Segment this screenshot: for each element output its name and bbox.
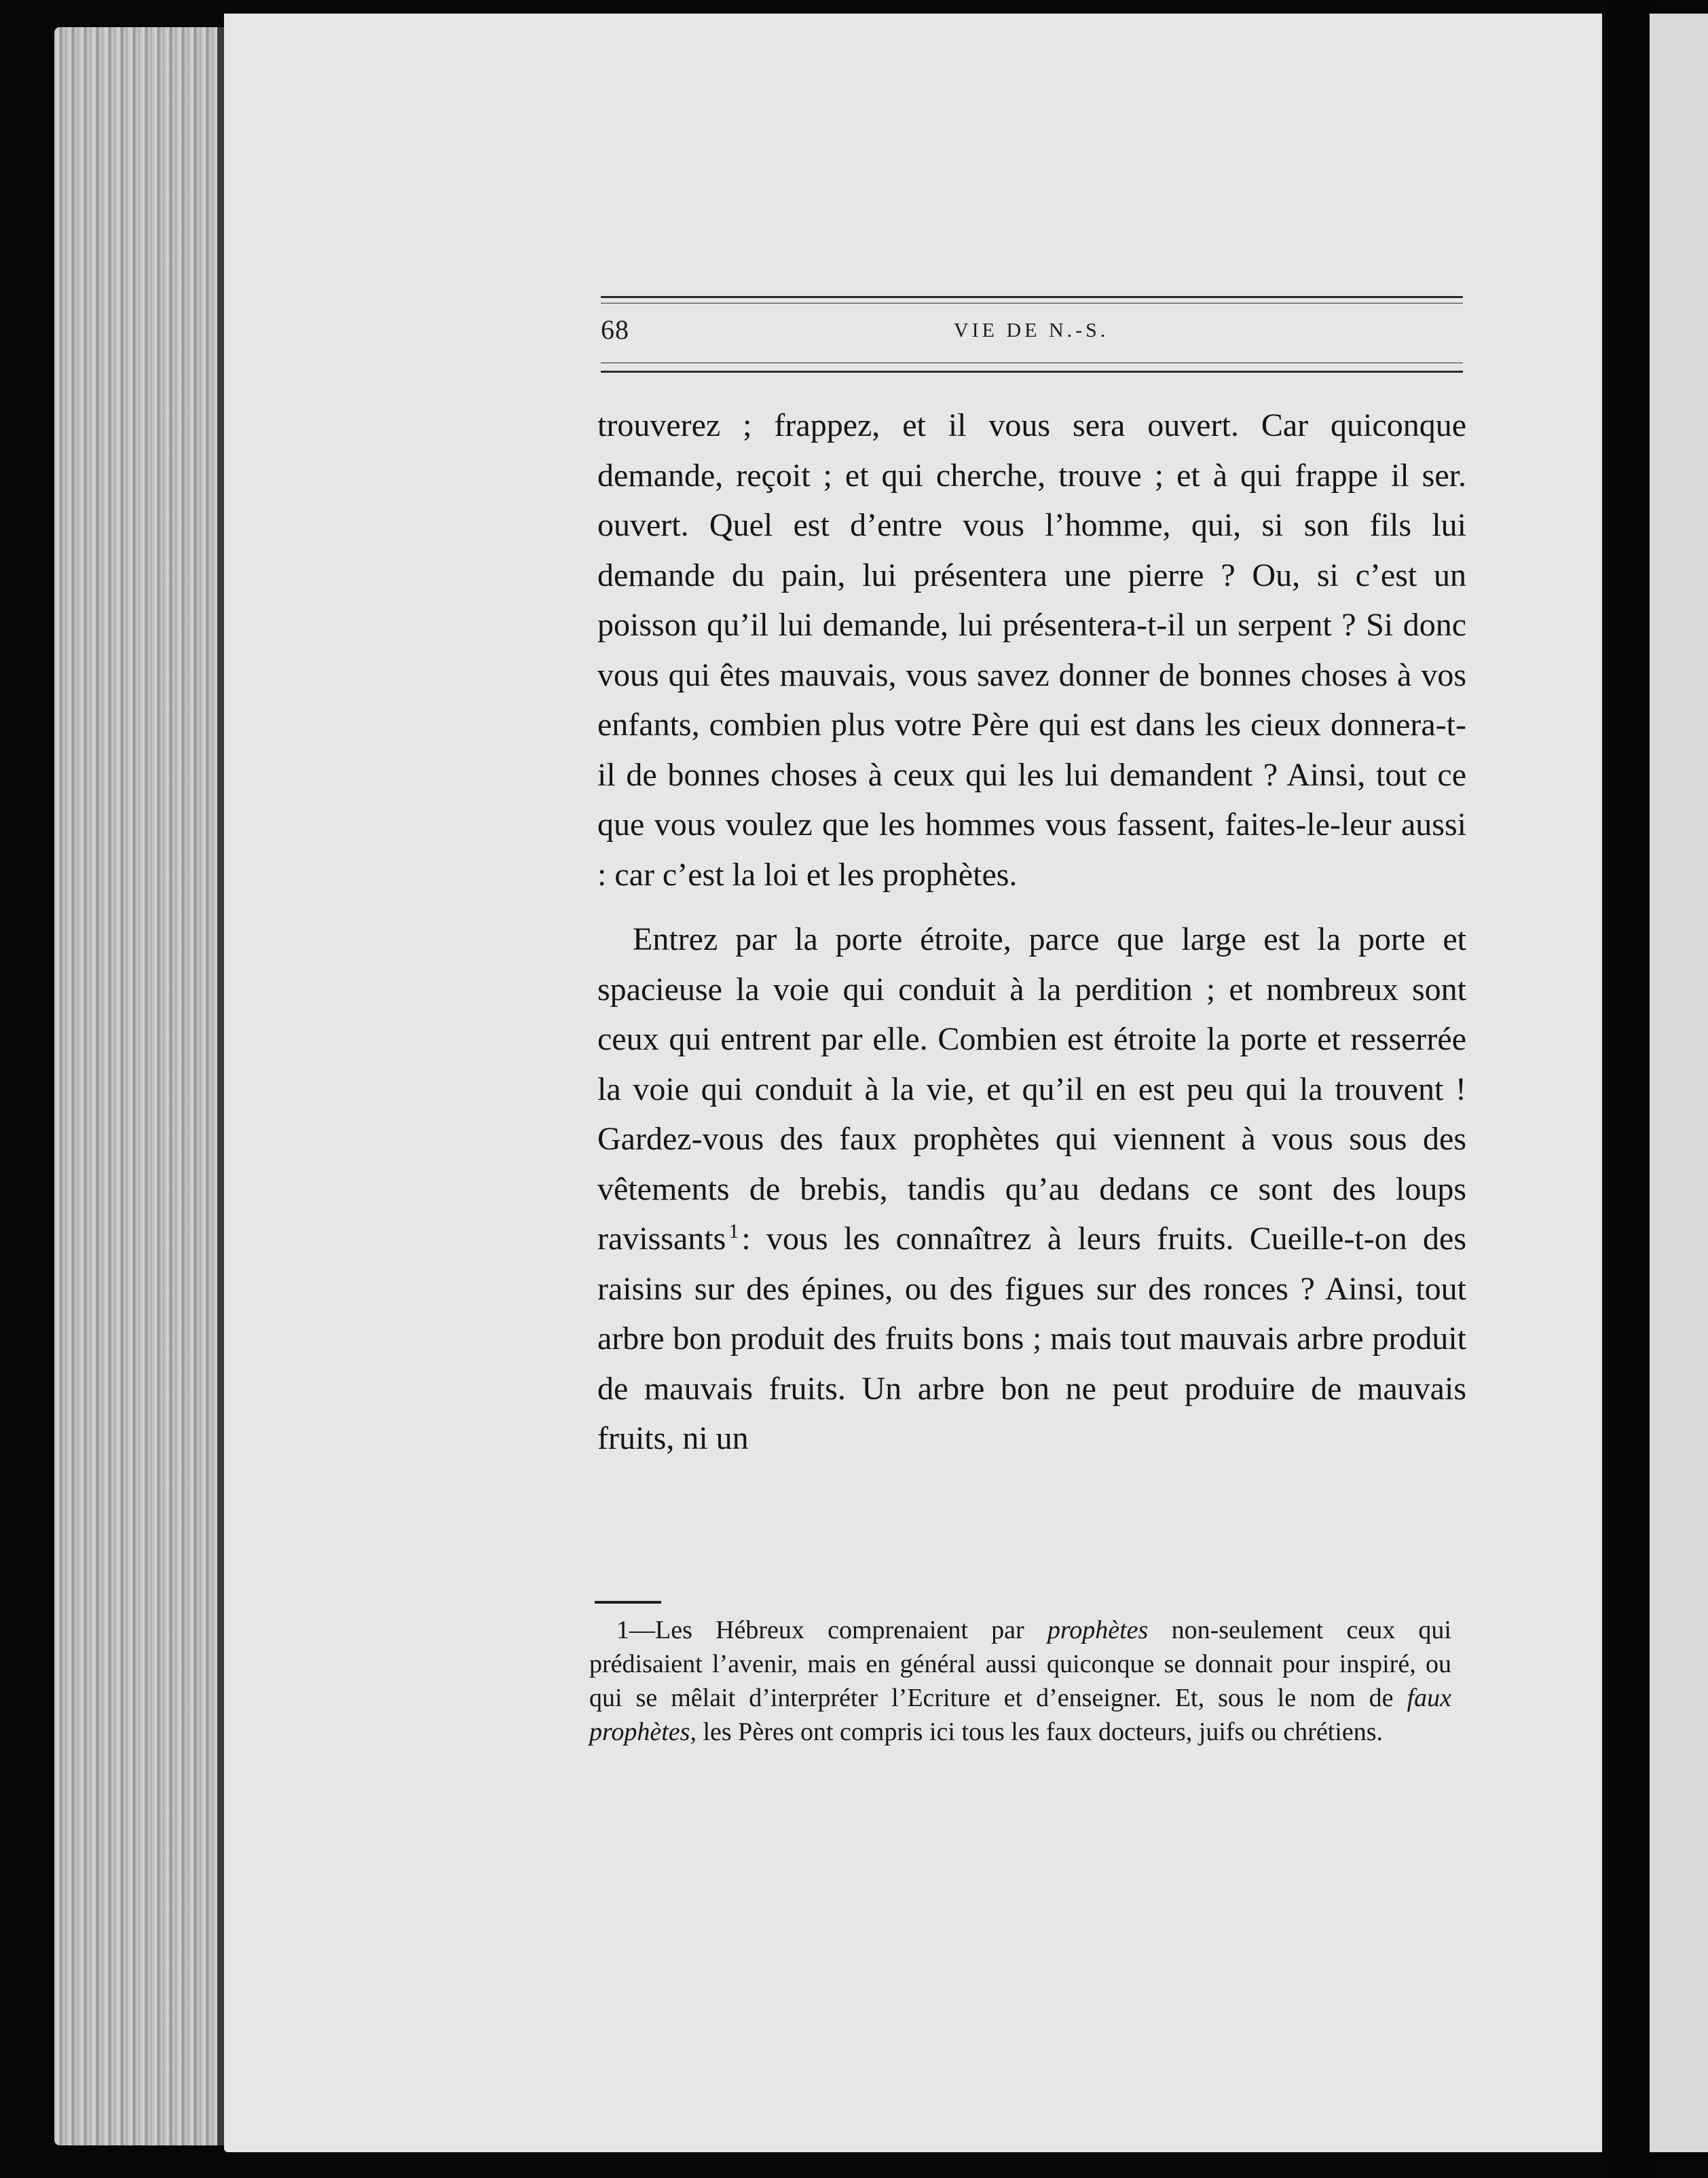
footnote-tail: les Pères ont compris ici tous les faux docteurs, juifs ou chrétiens. bbox=[703, 1718, 1383, 1746]
running-title: VIE DE N.-S. bbox=[954, 319, 1109, 342]
header-rule-bottom bbox=[601, 371, 1463, 373]
facing-page-edge bbox=[1650, 14, 1708, 2152]
book-spine bbox=[1609, 0, 1650, 2178]
page-number: 68 bbox=[601, 314, 629, 345]
paragraph-2-part-1: Entrez par la porte étroite, parce que large est la porte et spacieuse la voie qui conduit à la perdition ; et nombreux sont ceux qui entrent par elle. Combien est étroite la porte et resserrée la voie qui conduit à la vie, et qu’il en est peu qui la trouvent ! Gardez-vous des faux prophètes qui viennent à vous sous des vêtements de brebis, tandis qu’au dedans ce sont des loups ravissants bbox=[597, 921, 1466, 1257]
paragraph-1: trouverez ; frappez, et il vous sera ouvert. Car quiconque demande, reçoit ; et qui cherche, trouve ; et à qui frappe il ser. ouvert. Quel est d’entre vous l’homme, qui, si son fils lui demande du pain, lui présentera une pierre ? Ou, si c’est un poisson qu’il lui demande, lui présentera-t-il un serpent ? Si donc vous qui êtes mauvais, vous savez donner de bonnes choses à vos enfants, combien plus votre Père qui est dans les cieux donnera-t-il de bonnes choses à ceux qui les lui demandent ? Ainsi, tout ce que vous voulez que les hommes vous fassent, faites-le-leur aussi : car c’est la loi et les prophètes. bbox=[597, 407, 1466, 893]
footnote-middle: non-seulement ceux qui prédisaient l’avenir, mais en général aussi quiconque se donnait pour inspiré, ou qui se mêlait d’interpréter l’Ecriture et d’enseigner. Et, sous le nom de bbox=[589, 1616, 1451, 1712]
paragraph-2 bbox=[597, 915, 1466, 1464]
body-text bbox=[597, 401, 1466, 1464]
running-head bbox=[601, 292, 1463, 380]
footnote-lead: 1—Les Hébreux comprenaient par bbox=[616, 1616, 1024, 1644]
footnote-marker: 1 bbox=[728, 1220, 739, 1242]
header-rule-top bbox=[601, 296, 1463, 298]
footnote-italic-faux-prophetes: faux prophètes, bbox=[589, 1684, 1451, 1746]
paragraph-2-part-2: : vous les connaîtrez à leurs fruits. Cueille-t-on des raisins sur des épines, ou des figues sur des ronces ? Ainsi, tout arbre bon produit des fruits bons ; mais tout mauvais arbre produit de mauvais fruits. Un arbre bon ne peut produire de mauvais fruits, ni un bbox=[597, 1221, 1466, 1456]
page-edges bbox=[54, 27, 238, 2145]
footnote bbox=[589, 1613, 1451, 1749]
footnote-italic-prophetes: prophètes bbox=[1047, 1616, 1149, 1644]
footnote-rule bbox=[595, 1601, 661, 1604]
